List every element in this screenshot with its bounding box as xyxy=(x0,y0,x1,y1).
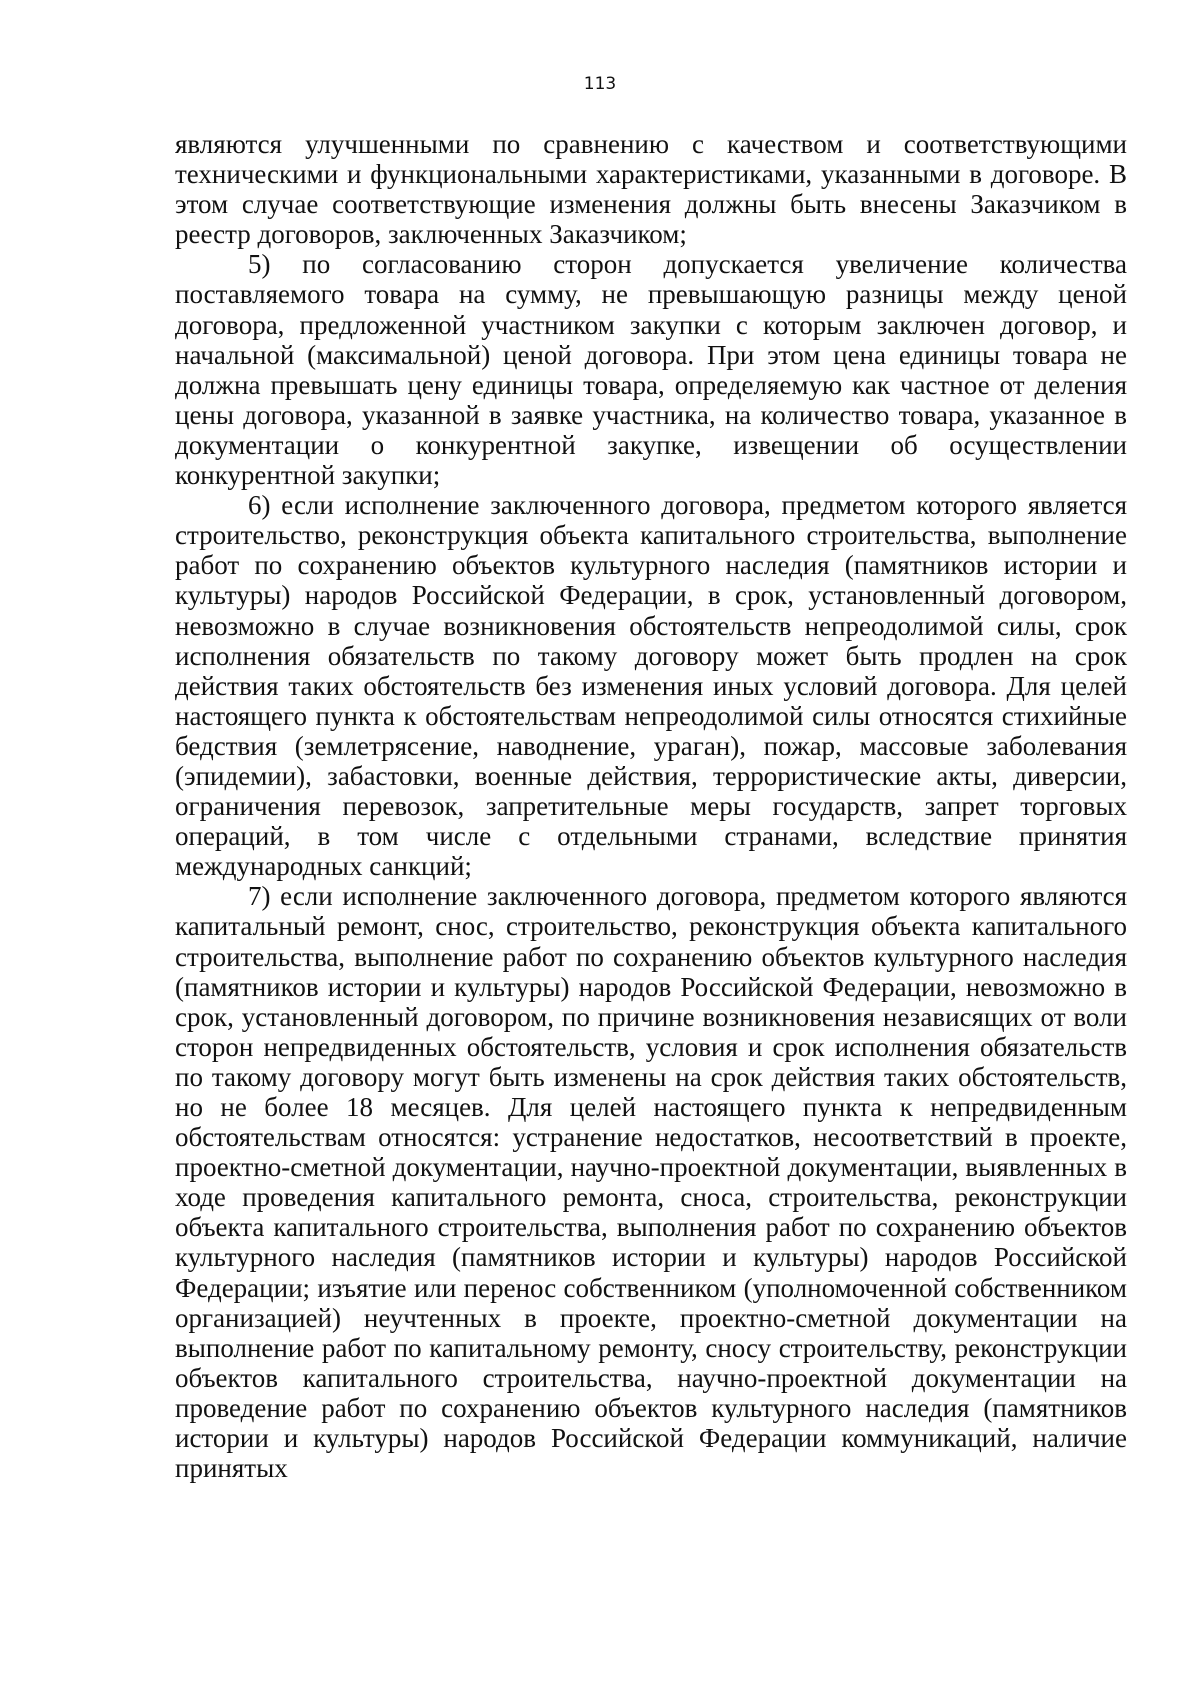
paragraph-item-7: 7) если исполнение заключенного договора, предметом которого являются капитальный ремонт, снос, строительство, реконструкция объекта капитального строительства, выполнение работ по сохранению объектов культурного наследия (памятников истории и культуры) народов Российской Федерации, невозможно в срок, установленный договором, по причине возникновения независящих от воли сторон непредвиденных обстоятельств, условия и срок исполнения обязательств по такому договору могут быть изменены на срок действия таких обстоятельств, но не более 18 месяцев. Для целей настоящего пункта к непредвиденным обстоятельствам относятся: устранение недостатков, несоответствий в проекте, проектно-сметной документации, научно-проектной документации, выявленных в ходе проведения капитального ремонта, сноса, строительства, реконструкции объекта капитального строительства, выполнения работ по сохранению объектов культурного наследия (памятников истории и культуры) народов Российской Федерации; изъятие или перенос собственником (уполномоченной собственником организацией) неучтенных в проекте, проектно-сметной документации на выполнение работ по капитальному ремонту, сносу строительству, реконструкции объектов капитального строительства, научно-проектной документации на проведение работ по сохранению объектов культурного наследия (памятников истории и культуры) народов Российской Федерации коммуникаций, наличие принятых xyxy=(175,881,1127,1484)
paragraph-item-6: 6) если исполнение заключенного договора, предметом которого является строительство, реконструкция объекта капитального строительства, выполнение работ по сохранению объектов культурного наследия (памятников истории и культуры) народов Российской Федерации, в срок, установленный договором, невозможно в случае возникновения обстоятельств непреодолимой силы, срок исполнения обязательств по такому договору может быть продлен на срок действия таких обстоятельств без изменения иных условий договора. Для целей настоящего пункта к обстоятельствам непреодолимой силы относятся стихийные бедствия (землетрясение, наводнение, ураган), пожар, массовые заболевания (эпидемии), забастовки, военные действия, террористические акты, диверсии, ограничения перевозок, запретительные меры государств, запрет торговых операций, в том числе с отдельными странами, вследствие принятия международных санкций; xyxy=(175,490,1127,882)
paragraph-continuation: являются улучшенными по сравнению с качеством и соответствующими техническими и функциональными характеристиками, указанными в договоре. В этом случае соответствующие изменения должны быть внесены Заказчиком в реестр договоров, заключенных Заказчиком; xyxy=(175,129,1127,250)
document-body xyxy=(175,129,1127,1483)
paragraph-item-5: 5) по согласованию сторон допускается увеличение количества поставляемого товара на сумму, не превышающую разницы между ценой договора, предложенной участником закупки с которым заключен договор, и начальной (максимальной) ценой договора. При этом цена единицы товара не должна превышать цену единицы товара, определяемую как частное от деления цены договора, указанной в заявке участника, на количество товара, указанное в документации о конкурентной закупке, извещении об осуществлении конкурентной закупки; xyxy=(175,249,1127,491)
page-number: 113 xyxy=(583,74,617,94)
